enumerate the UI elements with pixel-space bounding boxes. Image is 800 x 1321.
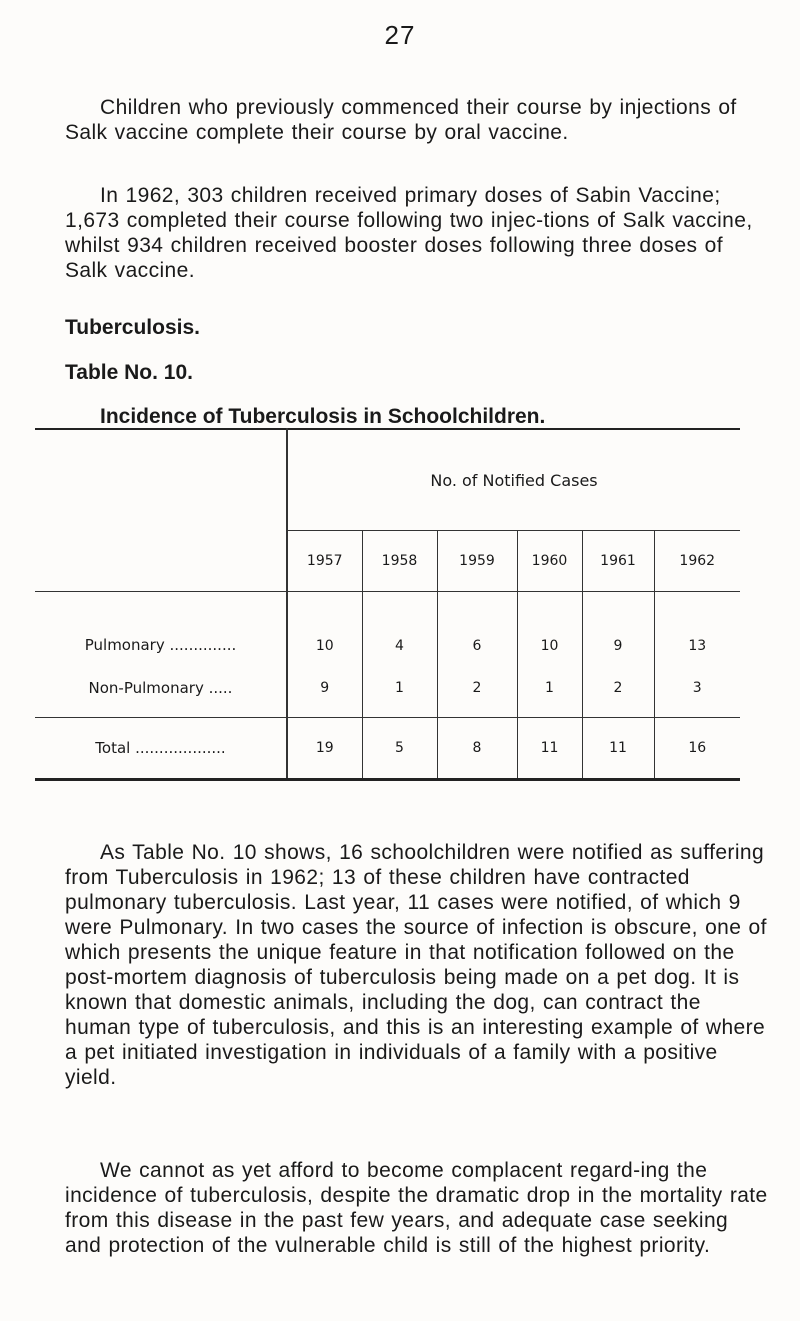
table-cell: 3: [654, 660, 740, 718]
paragraph-salk-oral-text: Children who previously commenced their course by injections of Salk vaccine complete their course by oral vaccine.: [65, 96, 737, 144]
paragraph-sabin-1962-text: In 1962, 303 children received primary doses of Sabin Vaccine; 1,673 completed their course following two injec-tions of Salk vaccine, whilst 934 children received booster doses following three doses of Salk vaccine.: [65, 184, 753, 282]
page-number: 27: [384, 20, 416, 50]
total-cell: 11: [582, 718, 654, 780]
total-cell: 19: [287, 718, 362, 780]
table-cell: 10: [287, 592, 362, 660]
row-label: Pulmonary ..............: [35, 592, 287, 660]
table-cell: 9: [320, 680, 330, 697]
group-header: No. of Notified Cases: [287, 429, 740, 531]
row-label: Non-Pulmonary .....: [35, 660, 287, 718]
paragraph-sabin-1962: [65, 183, 770, 283]
total-cell: 5: [362, 718, 437, 780]
table-corner-cell: [35, 429, 287, 592]
paragraph-table-discussion: [65, 840, 770, 1090]
paragraph-table-discussion-text: As Table No. 10 shows, 16 schoolchildren were notified as suffering from Tuberculosis in 1962; 13 of these children have contracted pulmonary tuberculosis. Last year, 11 cases were notified, of which 9 were Pulmonary. In two cases the source of infection is obscure, one of which presents the unique feature in that notification followed on the post-mortem diagnosis of tuberculosis being made on a pet dog. It is known that domestic animals, including the dog, can contract the human type of tuberculosis, and this is an interesting example of where a pet initiated investigation in individuals of a family with a positive yield.: [65, 841, 767, 1089]
total-cell: 8: [437, 718, 517, 780]
total-label: Total ...................: [35, 718, 287, 780]
paragraph-complacency: [65, 1158, 770, 1258]
year-header: 1957: [306, 553, 343, 569]
table-cell: 9: [582, 592, 654, 660]
table-cell: 2: [437, 660, 517, 718]
table-cell: 1: [517, 660, 582, 718]
tuberculosis-incidence-table: [35, 428, 740, 781]
year-header: 1958: [362, 531, 437, 592]
table-number: Table No. 10.: [65, 361, 193, 384]
table-title: Incidence of Tuberculosis in Schoolchildren.: [100, 405, 546, 428]
table-cell: 6: [437, 592, 517, 660]
table-cell: 13: [654, 592, 740, 660]
year-header: 1962: [654, 531, 740, 592]
table-row: [35, 660, 740, 718]
total-cell: 11: [517, 718, 582, 780]
section-heading: Tuberculosis.: [65, 316, 200, 339]
year-header: 1961: [582, 531, 654, 592]
table-cell: 10: [517, 592, 582, 660]
total-cell: 16: [654, 718, 740, 780]
table-cell: 2: [582, 660, 654, 718]
table-row: [35, 592, 740, 660]
paragraph-salk-oral: [65, 95, 770, 145]
year-header: 1959: [437, 531, 517, 592]
table-cell: 4: [362, 592, 437, 660]
total-row: [35, 718, 740, 780]
table-cell: 1: [362, 660, 437, 718]
year-header: 1960: [517, 531, 582, 592]
paragraph-complacency-text: We cannot as yet afford to become complacent regard-ing the incidence of tuberculosis, despite the dramatic drop in the mortality rate from this disease in the past few years, and adequate case seeking and protection of the vulnerable child is still of the highest priority.: [65, 1159, 768, 1257]
